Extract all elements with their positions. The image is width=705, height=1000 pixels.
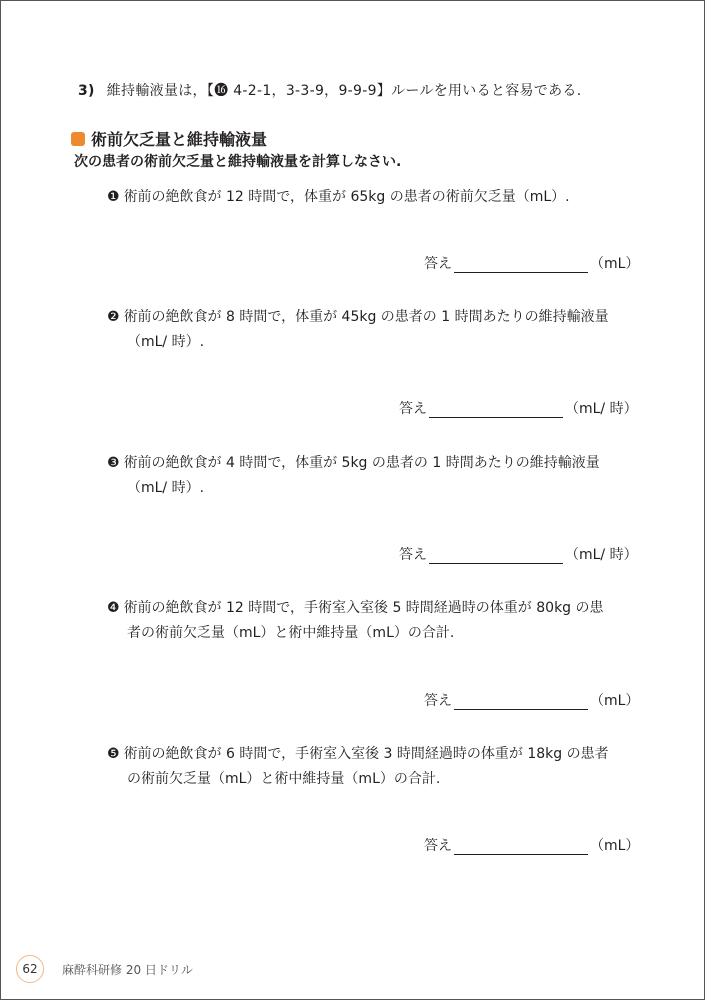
section-title: 術前欠乏量と維持輸液量 xyxy=(91,130,268,149)
question-number: ❶ xyxy=(107,189,120,205)
question-text-continued: の術前欠乏量（mL）と術中維持量（mL）の合計. xyxy=(127,771,441,787)
answer-field-3[interactable] xyxy=(399,544,638,564)
answer-label: 答え xyxy=(424,693,452,709)
question-number: ❷ xyxy=(107,309,120,325)
section-instruction: 次の患者の術前欠乏量と維持輸液量を計算しなさい. xyxy=(74,154,402,170)
answer-label: 答え xyxy=(399,547,427,563)
answer-blank[interactable] xyxy=(454,695,588,710)
book-title: 麻酔科研修 20 日ドリル xyxy=(62,962,193,977)
question-text: 術前の絶飲食が 12 時間で，体重が 65kg の患者の術前欠乏量（mL）. xyxy=(123,189,570,205)
answer-unit: （mL） xyxy=(590,838,640,854)
question-text: 術前の絶飲食が 4 時間で，体重が 5kg の患者の 1 時間あたりの維持輸液量 xyxy=(123,455,600,471)
answer-blank[interactable] xyxy=(429,403,563,418)
rule-item xyxy=(78,80,581,100)
question-text: 術前の絶飲食が 6 時間で，手術室入室後 3 時間経過時の体重が 18kg の患者 xyxy=(123,746,609,762)
question-2 xyxy=(107,305,609,355)
answer-unit: （mL/ 時） xyxy=(565,547,638,563)
rule-text: 維持輸液量は，【⓰ 4-2-1，3-3-9，9-9-9】ルールを用いると容易である. xyxy=(106,83,582,99)
question-text: 術前の絶飲食が 8 時間で，体重が 45kg の患者の 1 時間あたりの維持輸液量 xyxy=(123,309,609,325)
question-4 xyxy=(107,596,604,646)
answer-unit: （mL/ 時） xyxy=(565,401,638,417)
answer-field-2[interactable] xyxy=(399,398,638,418)
question-number: ❹ xyxy=(107,600,120,616)
answer-unit: （mL） xyxy=(590,693,640,709)
answer-label: 答え xyxy=(399,401,427,417)
page-footer xyxy=(16,955,193,983)
orange-square-icon xyxy=(71,132,85,146)
answer-unit: （mL） xyxy=(590,256,640,272)
rule-number: 3) xyxy=(78,83,95,99)
section-heading xyxy=(71,127,267,150)
answer-label: 答え xyxy=(424,256,452,272)
answer-field-4[interactable] xyxy=(424,690,639,710)
question-text: 術前の絶飲食が 12 時間で，手術室入室後 5 時間経過時の体重が 80kg の患 xyxy=(123,600,604,616)
answer-blank[interactable] xyxy=(454,840,588,855)
question-number: ❺ xyxy=(107,746,120,762)
question-text-continued: （mL/ 時）. xyxy=(127,334,205,350)
question-5 xyxy=(107,742,609,792)
question-text-continued: （mL/ 時）. xyxy=(127,480,205,496)
answer-blank[interactable] xyxy=(454,258,588,273)
question-text-continued: 者の術前欠乏量（mL）と術中維持量（mL）の合計. xyxy=(127,625,455,641)
question-3 xyxy=(107,451,600,501)
question-1 xyxy=(107,185,570,210)
answer-label: 答え xyxy=(424,838,452,854)
answer-blank[interactable] xyxy=(429,549,563,564)
answer-field-1[interactable] xyxy=(424,253,639,273)
answer-field-5[interactable] xyxy=(424,835,639,855)
page-number: 62 xyxy=(16,955,44,983)
question-number: ❸ xyxy=(107,455,120,471)
